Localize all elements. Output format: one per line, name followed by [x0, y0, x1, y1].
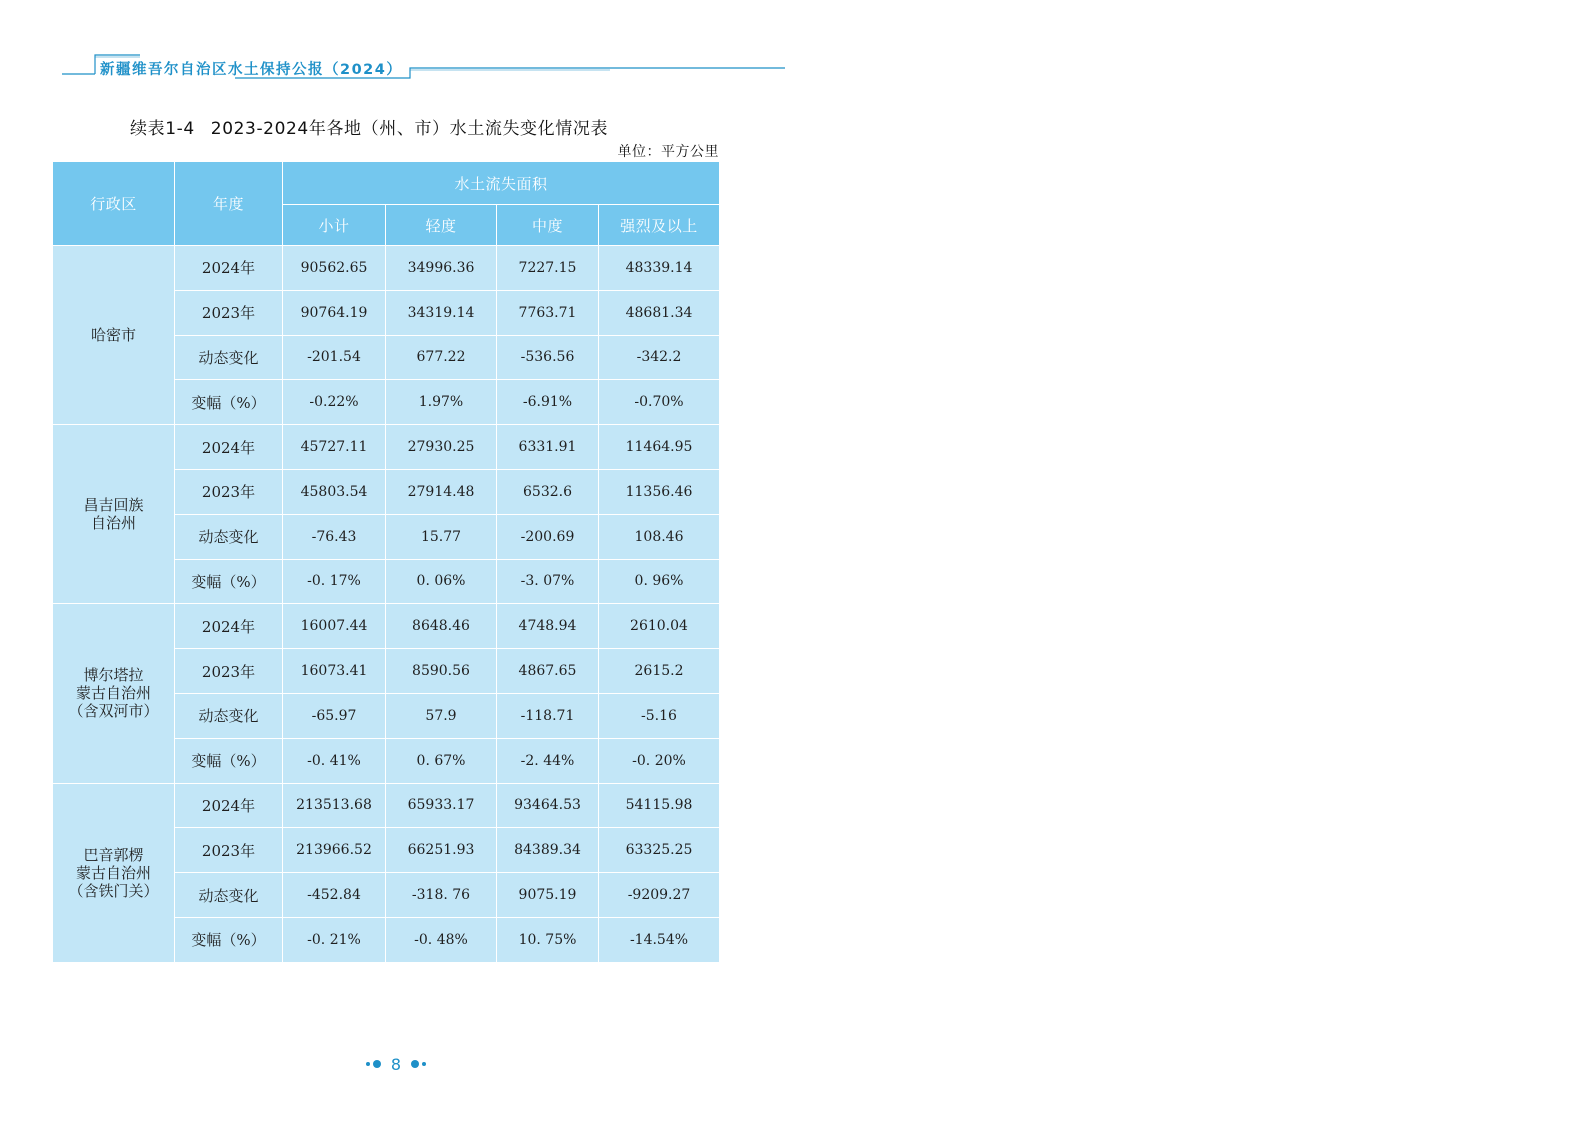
value-cell-mild: 15.77	[386, 514, 497, 559]
table-row	[53, 783, 720, 828]
region-name-line: 博尔塔拉	[83, 666, 144, 685]
value-cell-subtotal: -452.84	[283, 873, 386, 918]
row-label-cell: 2024年	[175, 425, 283, 470]
value-cell-mild: 8648.46	[386, 604, 497, 649]
value-cell-moderate: -2. 44%	[497, 738, 599, 783]
value-cell-mild: -318. 76	[386, 873, 497, 918]
value-cell-severe: 11464.95	[599, 425, 720, 470]
value-cell-mild: 66251.93	[386, 828, 497, 873]
value-cell-subtotal: -65.97	[283, 693, 386, 738]
row-label-cell: 动态变化	[175, 693, 283, 738]
value-cell-moderate: 93464.53	[497, 783, 599, 828]
value-cell-moderate: -536.56	[497, 335, 599, 380]
value-cell-moderate: -200.69	[497, 514, 599, 559]
region-name-line: 蒙古自治州	[75, 863, 151, 882]
table-row	[53, 425, 720, 470]
unit-label: 单位：平方公里	[617, 144, 719, 160]
value-cell-subtotal: -0. 17%	[283, 559, 386, 604]
table-caption	[130, 114, 608, 139]
row-label-cell: 2024年	[175, 246, 283, 291]
value-cell-mild: 27930.25	[386, 425, 497, 470]
value-cell-subtotal: -0. 41%	[283, 738, 386, 783]
value-cell-subtotal: -201.54	[283, 335, 386, 380]
value-cell-subtotal: 90562.65	[283, 246, 386, 291]
soil-erosion-table	[52, 161, 720, 963]
value-cell-subtotal: 16073.41	[283, 649, 386, 694]
row-label-cell: 2023年	[175, 828, 283, 873]
value-cell-subtotal: 213513.68	[283, 783, 386, 828]
header-moderate: 中度	[497, 205, 599, 246]
value-cell-subtotal: 16007.44	[283, 604, 386, 649]
value-cell-severe: 2610.04	[599, 604, 720, 649]
value-cell-subtotal: -0.22%	[283, 380, 386, 425]
value-cell-mild: 27914.48	[386, 469, 497, 514]
value-cell-severe: -342.2	[599, 335, 720, 380]
value-cell-mild: 1.97%	[386, 380, 497, 425]
value-cell-moderate: 6532.6	[497, 469, 599, 514]
header-subtotal: 小计	[283, 205, 386, 246]
row-label-cell: 变幅（%）	[175, 917, 283, 962]
value-cell-severe: -14.54%	[599, 917, 720, 962]
table-number: 续表1-4	[130, 119, 195, 139]
value-cell-mild: 34319.14	[386, 290, 497, 335]
footer-dots-right	[411, 1060, 426, 1068]
value-cell-severe: 108.46	[599, 514, 720, 559]
region-name-cell	[53, 246, 175, 425]
header-mild: 轻度	[386, 205, 497, 246]
value-cell-severe: -9209.27	[599, 873, 720, 918]
value-cell-mild: 34996.36	[386, 246, 497, 291]
value-cell-subtotal: 213966.52	[283, 828, 386, 873]
value-cell-subtotal: 45727.11	[283, 425, 386, 470]
value-cell-subtotal: -0. 21%	[283, 917, 386, 962]
header-severe: 强烈及以上	[599, 205, 720, 246]
value-cell-moderate: 6331.91	[497, 425, 599, 470]
region-name-line: 蒙古自治州	[75, 684, 151, 703]
value-cell-moderate: 7763.71	[497, 290, 599, 335]
value-cell-severe: 63325.25	[599, 828, 720, 873]
value-cell-mild: 65933.17	[386, 783, 497, 828]
region-name-line: 昌吉回族	[83, 496, 144, 515]
value-cell-severe: 48339.14	[599, 246, 720, 291]
value-cell-severe: -5.16	[599, 693, 720, 738]
row-label-cell: 变幅（%）	[175, 380, 283, 425]
table-body	[53, 246, 720, 963]
region-name-line: （含双河市）	[68, 702, 159, 721]
row-label-cell: 2023年	[175, 469, 283, 514]
value-cell-subtotal: 45803.54	[283, 469, 386, 514]
value-cell-moderate: 9075.19	[497, 873, 599, 918]
row-label-cell: 2023年	[175, 649, 283, 694]
value-cell-severe: 2615.2	[599, 649, 720, 694]
value-cell-subtotal: 90764.19	[283, 290, 386, 335]
table-title: 2023-2024年各地（州、市）水土流失变化情况表	[210, 119, 609, 139]
value-cell-severe: 54115.98	[599, 783, 720, 828]
value-cell-subtotal: -76.43	[283, 514, 386, 559]
value-cell-mild: 0. 06%	[386, 559, 497, 604]
value-cell-moderate: 4748.94	[497, 604, 599, 649]
row-label-cell: 动态变化	[175, 335, 283, 380]
header-year: 年度	[175, 162, 283, 246]
region-name-cell	[53, 604, 175, 783]
table-row	[53, 604, 720, 649]
row-label-cell: 变幅（%）	[175, 738, 283, 783]
header-erosion-area: 水土流失面积	[283, 162, 720, 205]
value-cell-mild: 8590.56	[386, 649, 497, 694]
header-region: 行政区	[53, 162, 175, 246]
value-cell-moderate: -6.91%	[497, 380, 599, 425]
publication-title: 新疆维吾尔自治区水土保持公报（2024）	[100, 62, 403, 78]
page-number: 8	[390, 1054, 402, 1074]
region-name-line: 自治州	[90, 514, 136, 533]
value-cell-moderate: 84389.34	[497, 828, 599, 873]
region-name-cell	[53, 783, 175, 962]
value-cell-mild: 57.9	[386, 693, 497, 738]
value-cell-moderate: 10. 75%	[497, 917, 599, 962]
value-cell-moderate: -118.71	[497, 693, 599, 738]
row-label-cell: 变幅（%）	[175, 559, 283, 604]
region-name-line: 巴音郭楞	[83, 845, 144, 864]
value-cell-severe: -0. 20%	[599, 738, 720, 783]
table-row	[53, 246, 720, 291]
value-cell-moderate: -3. 07%	[497, 559, 599, 604]
value-cell-severe: 48681.34	[599, 290, 720, 335]
region-name-line: （含铁门关）	[68, 881, 159, 900]
row-label-cell: 2024年	[175, 783, 283, 828]
row-label-cell: 动态变化	[175, 873, 283, 918]
value-cell-moderate: 7227.15	[497, 246, 599, 291]
region-name-cell	[53, 425, 175, 604]
row-label-cell: 2023年	[175, 290, 283, 335]
page-footer	[356, 1052, 436, 1076]
value-cell-severe: -0.70%	[599, 380, 720, 425]
page-header	[0, 0, 800, 90]
footer-dots-left	[366, 1060, 381, 1068]
value-cell-moderate: 4867.65	[497, 649, 599, 694]
row-label-cell: 2024年	[175, 604, 283, 649]
region-name-line: 哈密市	[90, 326, 136, 345]
value-cell-mild: 677.22	[386, 335, 497, 380]
row-label-cell: 动态变化	[175, 514, 283, 559]
value-cell-mild: 0. 67%	[386, 738, 497, 783]
value-cell-severe: 11356.46	[599, 469, 720, 514]
value-cell-mild: -0. 48%	[386, 917, 497, 962]
value-cell-severe: 0. 96%	[599, 559, 720, 604]
